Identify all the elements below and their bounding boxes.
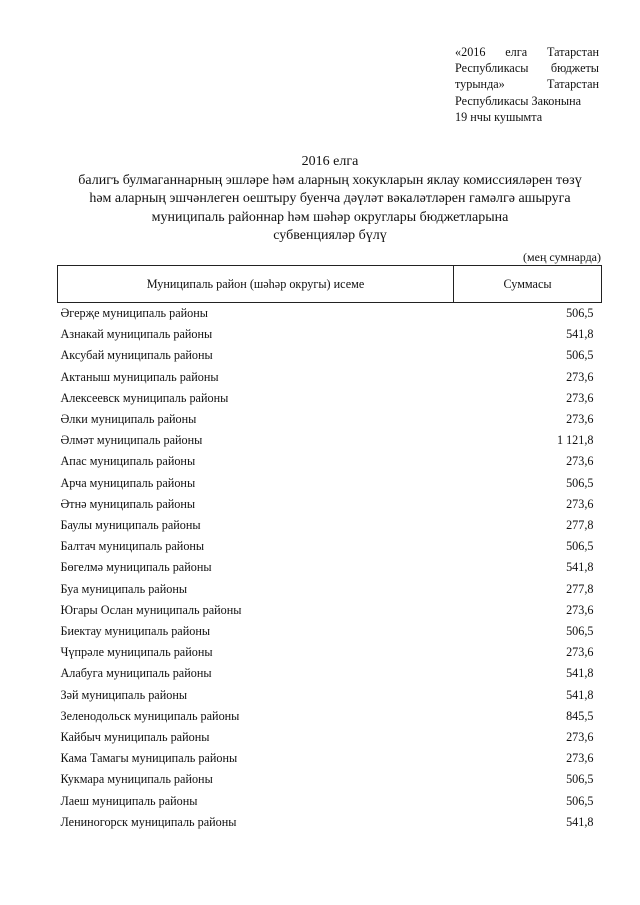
district-amount: 506,5 — [566, 772, 594, 787]
district-name: Апас муниципаль районы — [60, 454, 196, 469]
title-line-1: 2016 елга — [301, 154, 359, 169]
district-amount: 506,5 — [566, 624, 594, 639]
title-line-2: балигъ булмаганнарның эшләре һәм аларның хокукларын яклау комиссияләрен төзү — [78, 172, 582, 188]
district-name: Баулы муниципаль районы — [60, 518, 201, 533]
district-name: Кама Тамагы муниципаль районы — [60, 751, 238, 766]
document-title — [40, 153, 620, 246]
table-row — [58, 430, 602, 451]
annex-line-1: «2016 елга Татарстан — [455, 45, 599, 59]
district-amount: 506,5 — [566, 306, 594, 320]
table-row — [58, 536, 602, 557]
header-amount: Суммасы — [454, 266, 602, 303]
district-name: Алексеевск муниципаль районы — [60, 390, 229, 405]
district-name: Актаныш муниципаль районы — [60, 369, 219, 384]
district-amount: 506,5 — [566, 793, 594, 808]
district-amount: 273,6 — [566, 602, 594, 617]
district-name: Кайбыч муниципаль районы — [60, 730, 210, 745]
district-name: Алабуга муниципаль районы — [60, 666, 212, 681]
table-row — [58, 685, 602, 706]
district-amount: 277,8 — [566, 581, 594, 596]
district-name: Кукмара муниципаль районы — [60, 772, 213, 787]
table-row — [58, 621, 602, 642]
district-amount: 506,5 — [566, 348, 594, 363]
district-amount: 541,8 — [566, 327, 594, 342]
table-row — [58, 579, 602, 600]
table-row — [58, 303, 602, 325]
subvention-table — [57, 265, 602, 833]
district-amount: 273,6 — [566, 730, 594, 745]
district-name: Буа муниципаль районы — [60, 581, 188, 596]
table-row — [58, 642, 602, 663]
district-amount: 273,6 — [566, 412, 594, 427]
district-amount: 541,8 — [566, 560, 594, 575]
table-row — [58, 515, 602, 536]
table-row — [58, 451, 602, 472]
table-row — [58, 367, 602, 388]
table-row — [58, 409, 602, 430]
district-amount: 273,6 — [566, 454, 594, 469]
district-amount: 506,5 — [566, 539, 594, 554]
district-amount: 273,6 — [566, 645, 594, 660]
table-row — [58, 345, 602, 366]
table-row — [58, 769, 602, 790]
table-row — [58, 791, 602, 812]
title-line-3: һәм аларның эшчәнлеген оештыру буенча дәүләт вәкаләтләрен гамәлгә ашыруга — [89, 191, 571, 207]
district-amount: 845,5 — [566, 708, 594, 723]
table-row — [58, 473, 602, 494]
district-amount: 277,8 — [566, 518, 594, 533]
table-header-row — [58, 266, 602, 303]
table-row — [58, 324, 602, 345]
district-amount: 541,8 — [566, 666, 594, 681]
table-row — [58, 812, 602, 833]
district-name: Балтач муниципаль районы — [60, 539, 205, 554]
annex-line-5: 19 нчы кушымта — [455, 109, 543, 124]
table-row — [58, 748, 602, 769]
header-name: Муниципаль район (шәһәр округы) исеме — [58, 266, 454, 303]
table-row — [58, 600, 602, 621]
district-name: Әлки муниципаль районы — [60, 412, 197, 427]
district-name: Азнакай муниципаль районы — [60, 327, 213, 342]
district-amount: 541,8 — [566, 687, 594, 702]
district-name: Биектау муниципаль районы — [60, 624, 211, 639]
title-line-5: субвенцияләр бүлү — [273, 228, 387, 244]
district-name: Лаеш муниципаль районы — [60, 793, 198, 808]
district-name: Лениногорск муниципаль районы — [60, 814, 237, 829]
annex-line-2: Республикасы бюджеты — [455, 61, 599, 76]
district-name: Бөгелмә муниципаль районы — [60, 560, 212, 575]
district-amount: 273,6 — [566, 369, 594, 384]
district-amount: 273,6 — [566, 751, 594, 766]
district-name: Әтнә муниципаль районы — [60, 496, 196, 511]
district-name: Чүпрәле муниципаль районы — [60, 645, 213, 660]
table-row — [58, 388, 602, 409]
title-line-4: муниципаль районнар һәм шәһәр округлары бюджетларына — [151, 209, 509, 225]
district-name: Әлмәт муниципаль районы — [60, 433, 203, 448]
annex-note — [455, 44, 599, 125]
district-name: Арча муниципаль районы — [60, 475, 196, 490]
district-name: Әгерҗе муниципаль районы — [60, 306, 208, 320]
district-amount: 1 121,8 — [556, 433, 594, 448]
table-row — [58, 557, 602, 578]
district-amount: 506,5 — [566, 475, 594, 490]
district-amount: 273,6 — [566, 496, 594, 511]
annex-line-3: турында» Татарстан — [455, 77, 599, 92]
district-name: Зеленодольск муниципаль районы — [60, 708, 240, 723]
district-name: Аксубай муниципаль районы — [60, 348, 213, 363]
table-row — [58, 706, 602, 727]
district-name: Югары Ослан муниципаль районы — [60, 602, 242, 617]
table-row — [58, 663, 602, 684]
district-amount: 273,6 — [566, 390, 594, 405]
district-name: Зәй муниципаль районы — [60, 687, 188, 702]
table-row — [58, 494, 602, 515]
table-row — [58, 727, 602, 748]
units-note: (мең сумнарда) — [523, 250, 601, 264]
annex-line-4: Республикасы Законына — [455, 93, 582, 108]
table-body — [58, 303, 602, 834]
district-amount: 541,8 — [566, 814, 594, 829]
